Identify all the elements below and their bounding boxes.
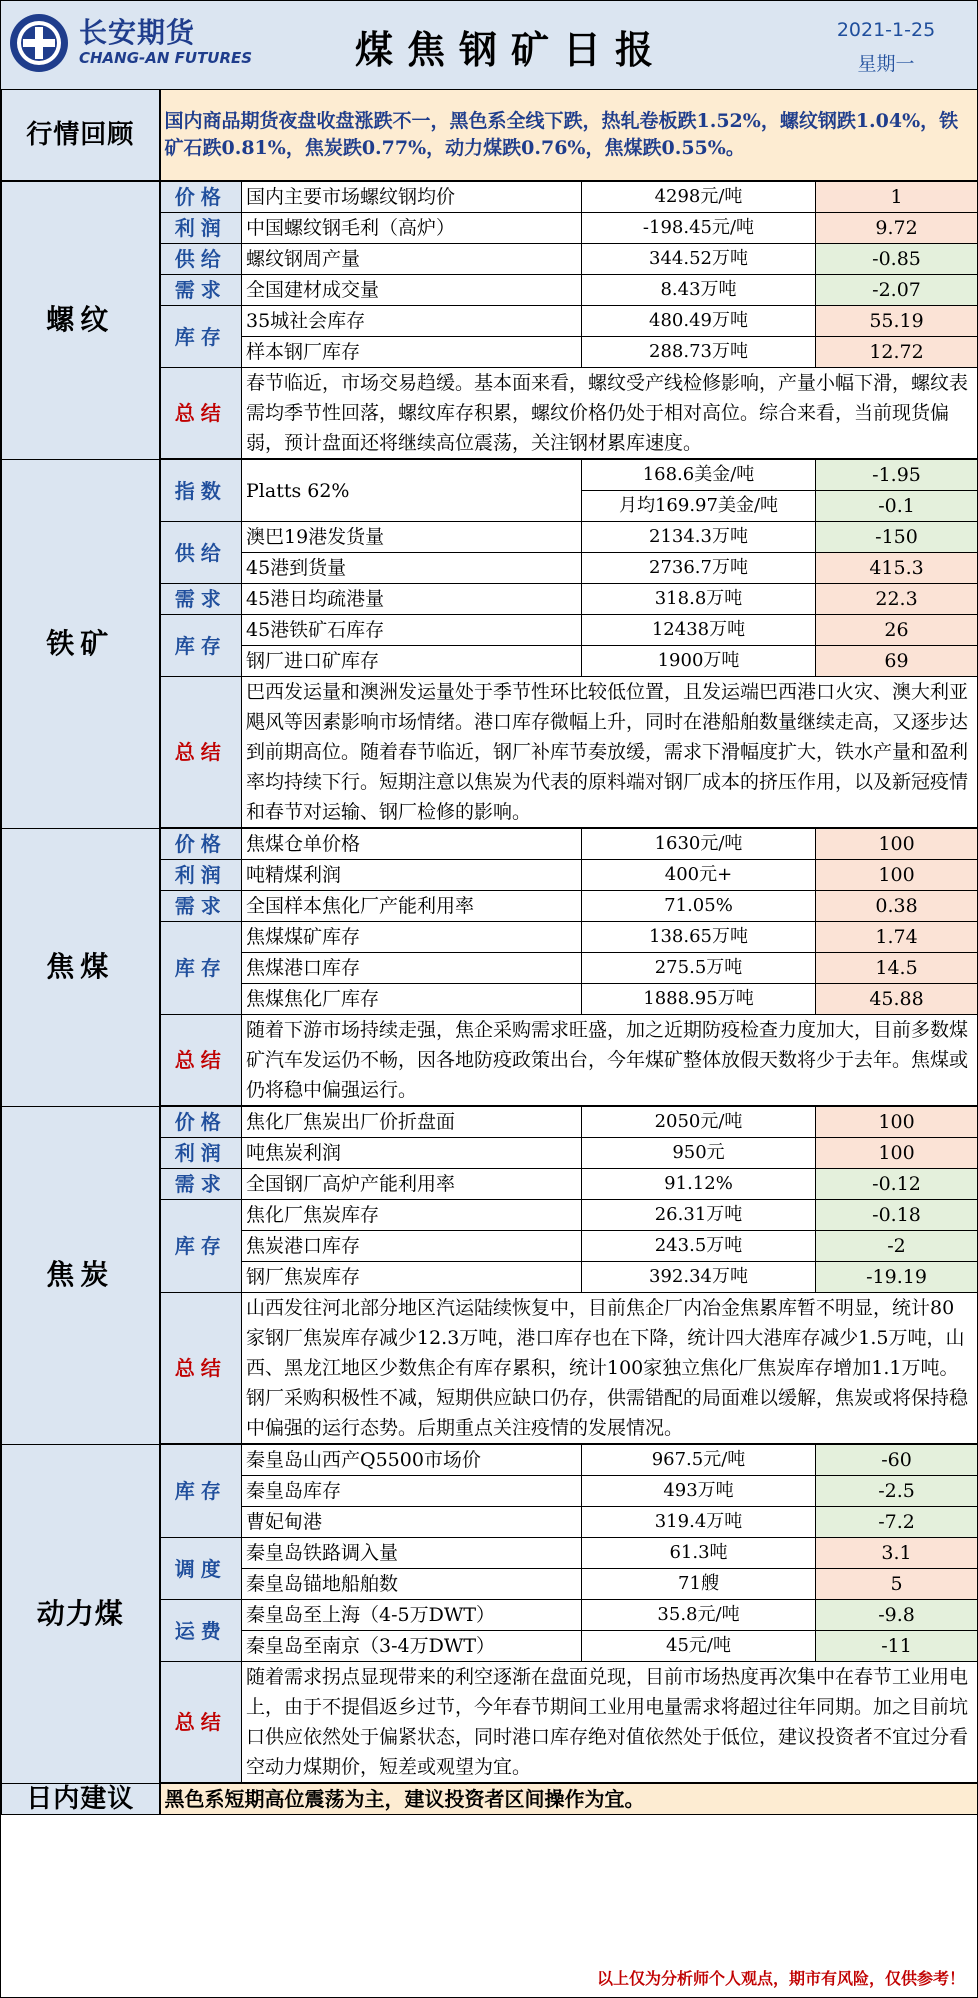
- indicator-change: 9.72: [816, 213, 978, 244]
- indicator-name: 焦化厂焦炭出厂价折盘面: [242, 1106, 582, 1138]
- indicator-value: 493万吨: [582, 1476, 816, 1507]
- market-review-row: [2, 90, 978, 182]
- indicator-value: 月均169.97美金/吨: [582, 491, 816, 522]
- indicator-change: -1.95: [816, 459, 978, 491]
- coking-coal-summary-text: 随着下游市场持续走强，焦企采购需求旺盛，加之近期防疫检查力度加大，目前多数煤矿汽车发运仍不畅，因各地防疫政策出台，今年煤矿整体放假天数将少于去年。焦煤或仍将稳中偏强运行。: [242, 1015, 978, 1107]
- category-summary: 总结: [160, 1293, 242, 1445]
- indicator-change: -2: [816, 1231, 978, 1262]
- indicator-value: 967.5元/吨: [582, 1444, 816, 1476]
- indicator-name: 焦煤焦化厂库存: [242, 984, 582, 1015]
- category-summary: 总结: [160, 1662, 242, 1784]
- indicator-change: 0.38: [816, 891, 978, 922]
- table-row: [2, 1106, 978, 1138]
- indicator-value: 2134.3万吨: [582, 522, 816, 553]
- indicator-value: 950元: [582, 1138, 816, 1169]
- indicator-name: 吨焦炭利润: [242, 1138, 582, 1169]
- indicator-value: 35.8元/吨: [582, 1600, 816, 1631]
- advice-row: [2, 1783, 978, 1815]
- indicator-change: -2.07: [816, 275, 978, 306]
- category-dispatch: 调度: [160, 1538, 242, 1600]
- indicator-name: 全国钢厂高炉产能利用率: [242, 1169, 582, 1200]
- category-demand: 需求: [160, 891, 242, 922]
- indicator-name: 秦皇岛锚地船舶数: [242, 1569, 582, 1600]
- logo-english-name: CHANG-AN FUTURES: [79, 49, 253, 67]
- table-row: [2, 828, 978, 860]
- section-label-coking-coal: 焦煤: [2, 828, 160, 1106]
- indicator-name: 澳巴19港发货量: [242, 522, 582, 553]
- iron-summary-text: 巴西发运量和澳洲发运量处于季节性环比较低位置，且发运端巴西港口火灾、澳大利亚飓风等因素影响市场情绪。港口库存微幅上升，同时在港船舶数量继续走高，又逐步达到前期高位。随着春节临近，钢厂补库节奏放缓，需求下滑幅度扩大，铁水产量和盈利率均持续下行。短期注意以焦炭为代表的原料端对钢厂成本的挤压作用，以及新冠疫情和春节对运输、钢厂检修的影响。: [242, 677, 978, 829]
- indicator-value: 318.8万吨: [582, 584, 816, 615]
- report-title: 煤焦钢矿日报: [354, 28, 667, 72]
- report-weekday: 星期一: [857, 53, 915, 75]
- indicator-value: 168.6美金/吨: [582, 459, 816, 491]
- indicator-name: 吨精煤利润: [242, 860, 582, 891]
- indicator-value: 12438万吨: [582, 615, 816, 646]
- indicator-name: 45港到货量: [242, 553, 582, 584]
- indicator-change: -0.18: [816, 1200, 978, 1231]
- indicator-change: -19.19: [816, 1262, 978, 1293]
- advice-text: 黑色系短期高位震荡为主，建议投资者区间操作为宜。: [160, 1783, 978, 1815]
- indicator-name: 秦皇岛库存: [242, 1476, 582, 1507]
- indicator-value: 2736.7万吨: [582, 553, 816, 584]
- indicator-change: 1.74: [816, 922, 978, 953]
- indicator-name: 全国样本焦化厂产能利用率: [242, 891, 582, 922]
- coke-summary-text: 山西发往河北部分地区汽运陆续恢复中，目前焦企厂内冶金焦累库暂不明显，统计80家钢厂焦炭库存减少12.3万吨，港口库存也在下降，统计四大港库存减少1.5万吨，山西、黑龙江地区少数焦企有库存累积，统计100家独立焦化厂焦炭库存增加1.1万吨。钢厂采购积极性不减，短期供应缺口仍存，供需错配的局面难以缓解，焦炭或将保持稳中偏强的运行态势。后期重点关注疫情的发展情况。: [242, 1293, 978, 1445]
- category-stock: 库存: [160, 1444, 242, 1538]
- indicator-value: 71.05%: [582, 891, 816, 922]
- indicator-name: 秦皇岛铁路调入量: [242, 1538, 582, 1569]
- report-table: [1, 89, 978, 1815]
- table-row: [2, 181, 978, 213]
- indicator-change: -150: [816, 522, 978, 553]
- indicator-name: 焦化厂焦炭库存: [242, 1200, 582, 1231]
- indicator-value: 1888.95万吨: [582, 984, 816, 1015]
- indicator-change: 14.5: [816, 953, 978, 984]
- category-stock: 库存: [160, 306, 242, 368]
- category-summary: 总结: [160, 1015, 242, 1107]
- indicator-change: -0.1: [816, 491, 978, 522]
- indicator-value: 275.5万吨: [582, 953, 816, 984]
- indicator-value: 61.3吨: [582, 1538, 816, 1569]
- category-price: 价格: [160, 1106, 242, 1138]
- indicator-value: 2050元/吨: [582, 1106, 816, 1138]
- section-label-iron-ore: 铁矿: [2, 459, 160, 828]
- category-profit: 利润: [160, 860, 242, 891]
- category-index: 指数: [160, 459, 242, 522]
- chang-an-logo-icon: [7, 11, 71, 75]
- table-row: [2, 459, 978, 491]
- indicator-change: 100: [816, 1106, 978, 1138]
- indicator-name: 35城社会库存: [242, 306, 582, 337]
- disclaimer-text: 以上仅为分析师个人观点，期市有风险，仅供参考！: [596, 1969, 965, 1988]
- indicator-change: -9.8: [816, 1600, 978, 1631]
- advice-label: 日内建议: [2, 1783, 160, 1815]
- section-label-thermal-coal: 动力煤: [2, 1444, 160, 1783]
- indicator-value: 1630元/吨: [582, 828, 816, 860]
- category-stock: 库存: [160, 1200, 242, 1293]
- indicator-name: 45港铁矿石库存: [242, 615, 582, 646]
- logo-chinese-name: 长安期货: [79, 16, 196, 49]
- category-demand: 需求: [160, 584, 242, 615]
- indicator-name: 曹妃甸港: [242, 1507, 582, 1538]
- indicator-name: 秦皇岛山西产Q5500市场价: [242, 1444, 582, 1476]
- category-summary: 总结: [160, 368, 242, 460]
- category-profit: 利润: [160, 213, 242, 244]
- indicator-change: 26: [816, 615, 978, 646]
- indicator-change: 100: [816, 860, 978, 891]
- market-review-label: 行情回顾: [2, 90, 160, 182]
- indicator-name: 秦皇岛至上海（4-5万DWT）: [242, 1600, 582, 1631]
- indicator-value: -198.45元/吨: [582, 213, 816, 244]
- indicator-value: 26.31万吨: [582, 1200, 816, 1231]
- indicator-value: 138.65万吨: [582, 922, 816, 953]
- indicator-value: 4298元/吨: [582, 181, 816, 213]
- category-freight: 运费: [160, 1600, 242, 1662]
- indicator-name: 螺纹钢周产量: [242, 244, 582, 275]
- indicator-value: 91.12%: [582, 1169, 816, 1200]
- category-demand: 需求: [160, 1169, 242, 1200]
- indicator-change: 22.3: [816, 584, 978, 615]
- indicator-name: 焦煤煤矿库存: [242, 922, 582, 953]
- indicator-change: 1: [816, 181, 978, 213]
- indicator-change: 3.1: [816, 1538, 978, 1569]
- indicator-change: 55.19: [816, 306, 978, 337]
- category-price: 价格: [160, 828, 242, 860]
- category-demand: 需求: [160, 275, 242, 306]
- indicator-change: 12.72: [816, 337, 978, 368]
- indicator-change: -11: [816, 1631, 978, 1662]
- indicator-name: 45港日均疏港量: [242, 584, 582, 615]
- indicator-value: 45元/吨: [582, 1631, 816, 1662]
- indicator-name: 焦煤仓单价格: [242, 828, 582, 860]
- indicator-value: 480.49万吨: [582, 306, 816, 337]
- indicator-name: 样本钢厂库存: [242, 337, 582, 368]
- indicator-change: 100: [816, 828, 978, 860]
- indicator-name: 钢厂进口矿库存: [242, 646, 582, 677]
- indicator-value: 319.4万吨: [582, 1507, 816, 1538]
- indicator-name: 全国建材成交量: [242, 275, 582, 306]
- section-label-coke: 焦炭: [2, 1106, 160, 1444]
- category-supply: 供给: [160, 244, 242, 275]
- indicator-change: 69: [816, 646, 978, 677]
- table-row: [2, 1444, 978, 1476]
- indicator-name: 国内主要市场螺纹钢均价: [242, 181, 582, 213]
- indicator-name: 中国螺纹钢毛利（高炉）: [242, 213, 582, 244]
- indicator-change: -60: [816, 1444, 978, 1476]
- indicator-value: 392.34万吨: [582, 1262, 816, 1293]
- market-review-text: 国内商品期货夜盘收盘涨跌不一，黑色系全线下跌，热轧卷板跌1.52%，螺纹钢跌1.04%，铁矿石跌0.81%，焦炭跌0.77%，动力煤跌0.76%，焦煤跌0.55%。: [160, 90, 978, 182]
- category-supply: 供给: [160, 522, 242, 584]
- indicator-change: 5: [816, 1569, 978, 1600]
- indicator-change: 100: [816, 1138, 978, 1169]
- category-stock: 库存: [160, 615, 242, 677]
- report-date: 2021-1-25: [836, 19, 936, 41]
- indicator-change: -0.85: [816, 244, 978, 275]
- indicator-value: 8.43万吨: [582, 275, 816, 306]
- indicator-name: 焦煤港口库存: [242, 953, 582, 984]
- report-header: [1, 1, 977, 91]
- indicator-change: -0.12: [816, 1169, 978, 1200]
- indicator-value: 71艘: [582, 1569, 816, 1600]
- indicator-name: Platts 62%: [242, 459, 582, 522]
- section-label-rebar: 螺纹: [2, 181, 160, 459]
- thermal-coal-summary-text: 随着需求拐点显现带来的利空逐渐在盘面兑现，目前市场热度再次集中在春节工业用电上，由于不提倡返乡过节，今年春节期间工业用电量需求将超过往年同期。加之目前坑口供应依然处于偏紧状态，同时港口库存绝对值依然处于低位，建议投资者不宜过分看空动力煤期价，短差或观望为宜。: [242, 1662, 978, 1784]
- indicator-change: -2.5: [816, 1476, 978, 1507]
- indicator-value: 243.5万吨: [582, 1231, 816, 1262]
- indicator-name: 焦炭港口库存: [242, 1231, 582, 1262]
- indicator-name: 钢厂焦炭库存: [242, 1262, 582, 1293]
- category-price: 价格: [160, 181, 242, 213]
- category-stock: 库存: [160, 922, 242, 1015]
- category-profit: 利润: [160, 1138, 242, 1169]
- indicator-name: 秦皇岛至南京（3-4万DWT）: [242, 1631, 582, 1662]
- indicator-change: -7.2: [816, 1507, 978, 1538]
- indicator-value: 288.73万吨: [582, 337, 816, 368]
- indicator-change: 45.88: [816, 984, 978, 1015]
- indicator-value: 1900万吨: [582, 646, 816, 677]
- indicator-value: 344.52万吨: [582, 244, 816, 275]
- category-summary: 总结: [160, 677, 242, 829]
- indicator-value: 400元+: [582, 860, 816, 891]
- rebar-summary-text: 春节临近，市场交易趋缓。基本面来看，螺纹受产线检修影响，产量小幅下滑，螺纹表需均季节性回落，螺纹库存积累，螺纹价格仍处于相对高位。综合来看，当前现货偏弱，预计盘面还将继续高位震荡，关注钢材累库速度。: [242, 368, 978, 460]
- indicator-change: 415.3: [816, 553, 978, 584]
